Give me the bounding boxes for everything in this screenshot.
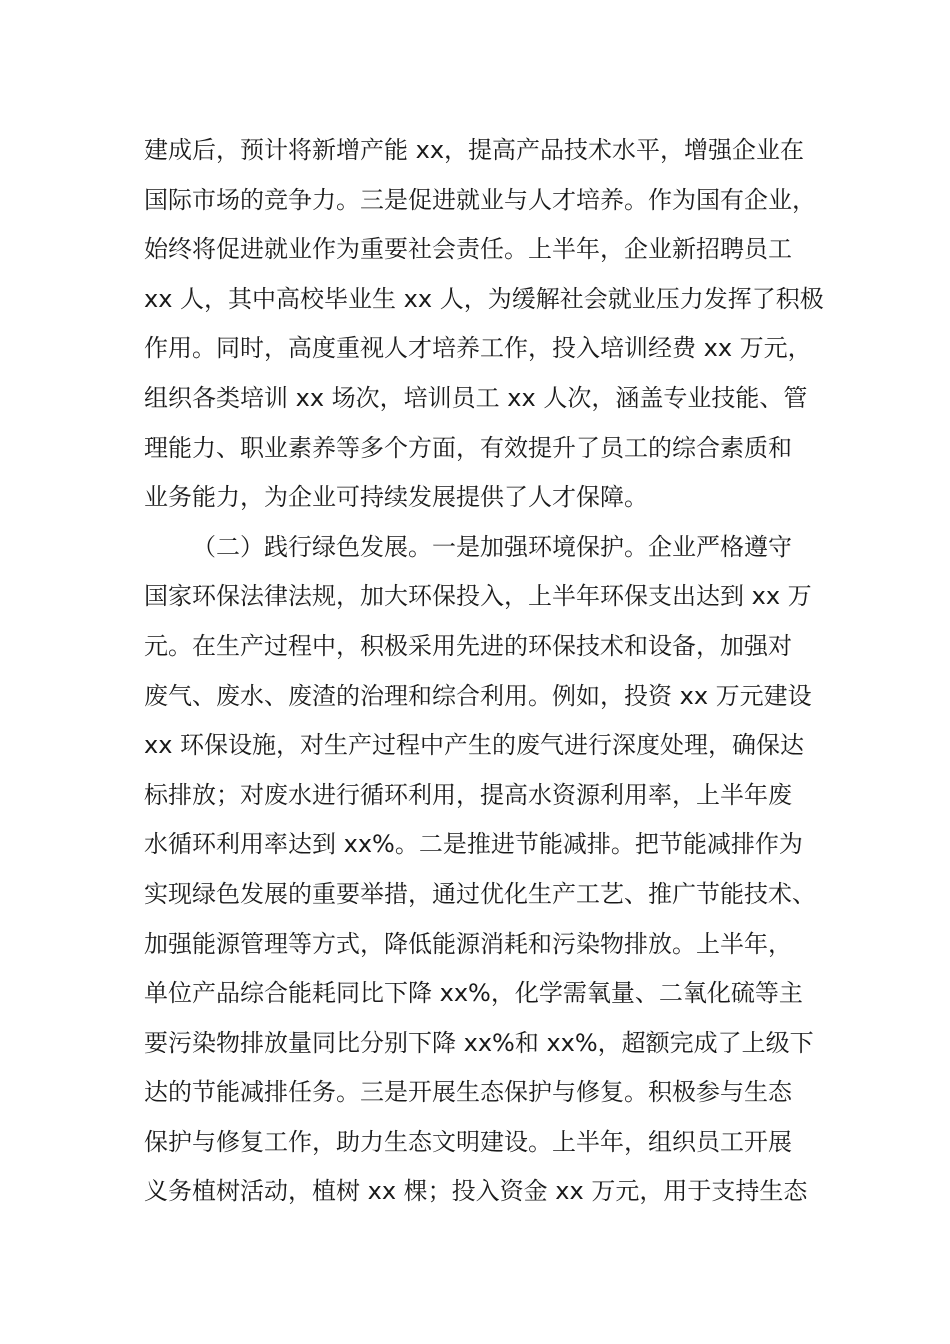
text-line: 国际市场的竞争力。三是促进就业与人才培养。作为国有企业， [144,185,816,214]
text-line: 始终将促进就业作为重要社会责任。上半年，企业新招聘员工 [144,235,792,264]
text-line: 达的节能减排任务。三是开展生态保护与修复。积极参与生态 [144,1078,792,1107]
text-line: 实现绿色发展的重要举措，通过优化生产工艺、推广节能技术、 [144,879,816,908]
text-line: 要污染物排放量同比分别下降 xx%和 xx%，超额完成了上级下 [144,1028,814,1057]
text-line: 国家环保法律法规，加大环保投入，上半年环保支出达到 xx 万 [144,582,812,611]
text-line: xx 环保设施，对生产过程中产生的废气进行深度处理，确保达 [144,731,805,760]
text-line: xx 人，其中高校毕业生 xx 人，为缓解社会就业压力发挥了积极 [144,284,824,313]
text-line: 水循环利用率达到 xx%。二是推进节能减排。把节能减排作为 [144,830,803,859]
text-line: 义务植树活动，植树 xx 棵；投入资金 xx 万元，用于支持生态 [144,1177,808,1206]
paragraph-first-line: （二）践行绿色发展。一是加强环境保护。企业严格遵守 [192,532,792,561]
text-line: 保护与修复工作，助力生态文明建设。上半年，组织员工开展 [144,1127,792,1156]
text-line: 组织各类培训 xx 场次，培训员工 xx 人次，涵盖专业技能、管 [144,383,808,412]
text-line: 标排放；对废水进行循环利用，提高水资源利用率，上半年废 [144,780,792,809]
text-line: 理能力、职业素养等多个方面，有效提升了员工的综合素质和 [144,433,792,462]
text-line: 废气、废水、废渣的治理和综合利用。例如，投资 xx 万元建设 [144,681,812,710]
text-line: 建成后，预计将新增产能 xx，提高产品技术水平，增强企业在 [144,136,805,164]
text-line: 业务能力，为企业可持续发展提供了人才保障。 [144,483,648,512]
text-line: 加强能源管理等方式，降低能源消耗和污染物排放。上半年， [144,929,792,958]
text-line: 元。在生产过程中，积极采用先进的环保技术和设备，加强对 [144,631,792,660]
body-text [144,126,824,1217]
text-line: 单位产品综合能耗同比下降 xx%，化学需氧量、二氧化硫等主 [144,979,803,1008]
text-line: 作用。同时，高度重视人才培养工作，投入培训经费 xx 万元， [144,334,812,363]
